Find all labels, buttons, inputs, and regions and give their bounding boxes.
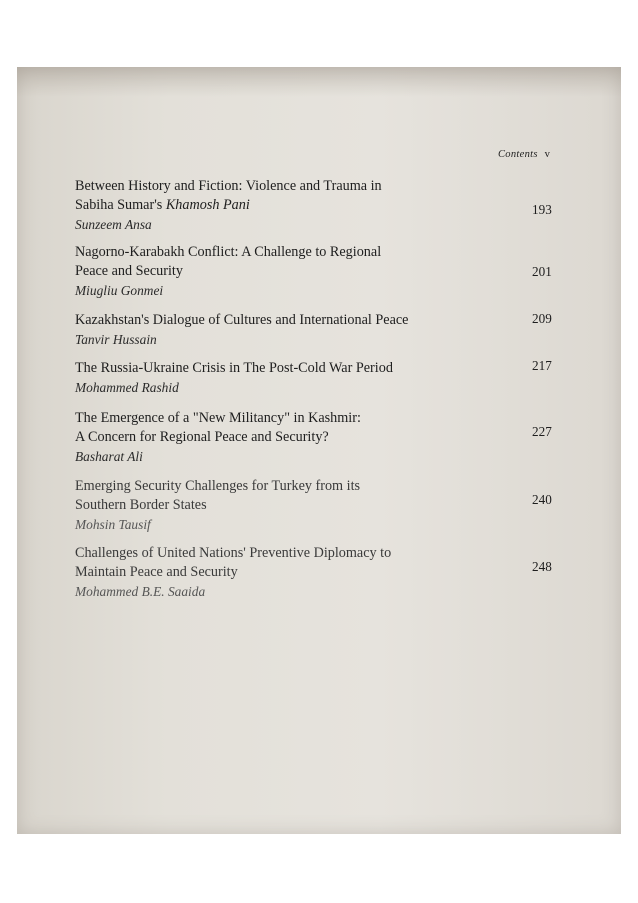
entry-title-line: The Russia-Ukraine Crisis in The Post-Cold War Period: [75, 360, 393, 376]
entry-page-number: 240: [532, 492, 552, 507]
entry-author: Basharat Ali: [75, 449, 143, 464]
entry-page-number: 201: [532, 264, 552, 279]
entry-title-text: Sabiha Sumar's: [75, 197, 166, 213]
header-label: Contents: [498, 149, 538, 160]
entry-page-number: 248: [532, 559, 552, 574]
entry-title-line: Maintain Peace and Security: [75, 564, 238, 580]
toc-entry: [75, 359, 545, 397]
entry-title-line: Southern Border States: [75, 497, 207, 513]
entry-title-line: The Emergence of a "New Militancy" in Kashmir:: [75, 410, 361, 426]
entry-title-line: Kazakhstan's Dialogue of Cultures and International Peace: [75, 312, 409, 328]
header-page-number: v: [544, 149, 551, 160]
entry-page-number: 227: [532, 424, 552, 439]
entry-author: Miugliu Gonmei: [75, 283, 164, 298]
entry-title-italic: Khamosh Pani: [165, 197, 250, 213]
page-top-shadow: [17, 67, 621, 97]
running-header: [498, 149, 550, 160]
entry-title-line: Nagorno-Karabakh Conflict: A Challenge to Regional: [75, 244, 382, 260]
entry-author: Tanvir Hussain: [75, 332, 157, 347]
book-page: [17, 67, 621, 834]
entry-title-line: A Concern for Regional Peace and Security?: [75, 429, 329, 445]
entry-author: Mohammed Rashid: [75, 380, 179, 395]
toc-entry: [75, 311, 545, 349]
entry-title-line: [75, 196, 545, 215]
entry-title-line: Between History and Fiction: Violence and Trauma in: [75, 178, 382, 194]
toc-entry: [75, 409, 545, 466]
entry-author: Mohsin Tausif: [75, 517, 151, 532]
toc-entry: [75, 544, 545, 601]
toc-entry: [75, 177, 545, 234]
toc-entry: [75, 243, 545, 300]
entry-page-number: 209: [532, 311, 552, 326]
entry-page-number: 217: [532, 358, 552, 373]
entry-author: Sunzeem Ansa: [75, 217, 152, 232]
entry-title-line: Challenges of United Nations' Preventive Diplomacy to: [75, 545, 392, 561]
entry-title-line: Peace and Security: [75, 263, 183, 279]
toc-entry: [75, 477, 545, 534]
entry-author: Mohammed B.E. Saaida: [75, 584, 206, 599]
entry-title-line: Emerging Security Challenges for Turkey from its: [75, 478, 361, 494]
entry-page-number: 193: [532, 202, 552, 217]
